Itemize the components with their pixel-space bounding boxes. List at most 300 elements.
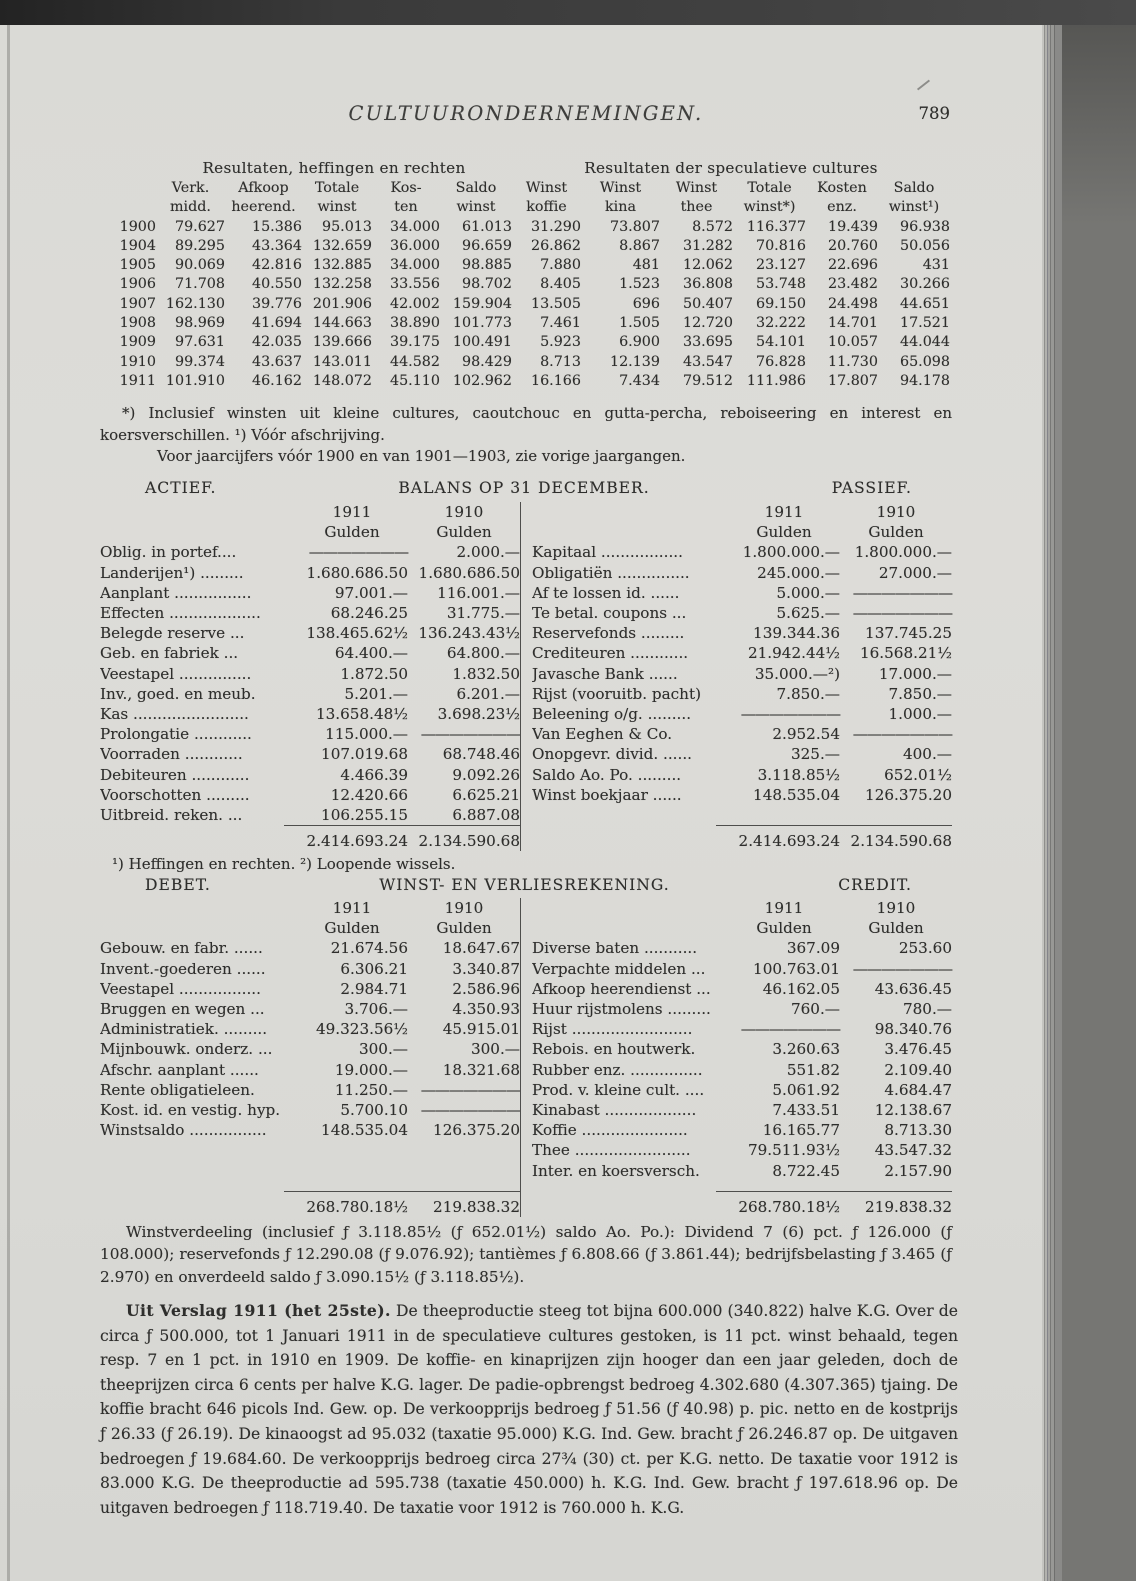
ledger-value: 367.09 [786, 939, 840, 958]
ledger-row [100, 959, 520, 979]
ledger-row [100, 684, 520, 704]
cell: 1907 [119, 295, 156, 312]
ledger-value: 79.511.93½ [747, 1141, 840, 1160]
cell: 31.282 [682, 237, 733, 254]
cell: 12.062 [682, 257, 733, 274]
ledger-label: Javasche Bank ...... [532, 664, 678, 683]
book-page-stack-edge [1042, 25, 1062, 1581]
cell: 34.000 [389, 257, 440, 274]
value-cell: 268.780.18½ [738, 1197, 840, 1216]
cell: 44.651 [899, 295, 950, 312]
cell: 96.938 [899, 218, 950, 235]
cell: 98.429 [461, 353, 512, 370]
ledger-value: 652.01½ [884, 765, 952, 784]
ledger-value: 2.157.90 [884, 1161, 952, 1180]
cell: 98.702 [461, 276, 512, 293]
cell: 20.760 [827, 237, 878, 254]
pnl-heading-row [100, 876, 952, 894]
cell: 43.637 [251, 353, 302, 370]
value-cell: Gulden [324, 523, 380, 542]
ledger-label: Rijst ......................... [532, 1020, 693, 1039]
ledger-value: 760.— [790, 1000, 840, 1019]
value-cell: 219.838.32 [433, 1197, 520, 1216]
credit-rows [532, 938, 952, 1180]
spacer [100, 918, 296, 938]
ledger-label: Aanplant ................ [100, 583, 252, 602]
results-footnote-b: Voor jaarcijfers vóór 1900 en van 1901—1903, zie vorige jaargangen. [157, 447, 686, 465]
value-cell: Gulden [436, 919, 492, 938]
ledger-row [532, 623, 952, 643]
ledger-value: ——————— [420, 1080, 520, 1099]
ledger-row [532, 1161, 952, 1181]
header-cell: Totale [747, 180, 792, 196]
ledger-value: 106.255.15 [321, 806, 408, 825]
header-cell [100, 179, 156, 198]
spacer [100, 1197, 296, 1217]
results-section [100, 157, 952, 391]
cell: 89.295 [174, 237, 225, 254]
actief-column [100, 502, 520, 851]
ledger-value: 2.984.71 [340, 979, 408, 998]
spacer [532, 898, 728, 918]
ledger-value: 300.— [358, 1040, 408, 1059]
ledger-label: Administratiek. ......... [100, 1020, 268, 1039]
ledger-label: Koffie ...................... [532, 1121, 688, 1140]
ledger-value: 253.60 [898, 939, 952, 958]
cell: 70.816 [755, 237, 806, 254]
value-cell: Gulden [868, 523, 924, 542]
cell: 15.386 [251, 218, 302, 235]
ledger-value: 1.680.686.50 [418, 563, 520, 582]
debet-year-header [100, 898, 520, 918]
ledger-value: 1.800.000.— [742, 543, 840, 562]
ledger-row [532, 664, 952, 684]
results-body [100, 218, 950, 392]
ledger-label: Af te lossen id. ...... [532, 583, 680, 602]
ledger-row [532, 959, 952, 979]
cell: 7.880 [540, 257, 581, 274]
ledger-label: Rijst (vooruitb. pacht) [532, 684, 701, 703]
ledger-row [532, 1140, 952, 1160]
cell: 132.659 [312, 237, 372, 254]
ledger-value: 551.82 [786, 1060, 840, 1079]
cell: 7.434 [619, 372, 660, 389]
ledger-value: 12.138.67 [874, 1101, 952, 1120]
cell: 159.904 [452, 295, 512, 312]
cell: 696 [632, 295, 660, 312]
ledger-row [532, 1019, 952, 1039]
cell: 144.663 [312, 315, 372, 332]
actief-heading: ACTIEF. [145, 479, 217, 497]
ledger-value: 6.887.08 [452, 806, 520, 825]
header-cell: Verk. [171, 180, 210, 196]
ledger-label: Reservefonds ......... [532, 624, 685, 643]
cell: 69.150 [755, 295, 806, 312]
actief-currency-header [100, 522, 520, 542]
cell: 24.498 [827, 295, 878, 312]
cell: 50.056 [899, 237, 950, 254]
cell: 143.011 [312, 353, 372, 370]
cell: 79.627 [174, 218, 225, 235]
ledger-row [100, 999, 520, 1019]
header-cell: midd. [170, 199, 211, 216]
ledger-label: Verpachte middelen ... [532, 959, 706, 978]
ledger-value: ——————— [740, 705, 840, 724]
cell: 43.547 [682, 353, 733, 370]
ledger-value: 136.243.43½ [418, 624, 520, 643]
header-cell: Kos- [390, 180, 422, 196]
ledger-label: Beleening o/g. ......... [532, 705, 692, 724]
cell: 102.962 [452, 372, 512, 389]
value-cell: 268.780.18½ [306, 1197, 408, 1216]
ledger-value: 6.625.21 [452, 785, 520, 804]
actief-total-block [100, 825, 520, 851]
cell: 33.695 [682, 334, 733, 351]
cell: 1.505 [619, 315, 660, 332]
value-cell: Gulden [868, 919, 924, 938]
ledger-value: 68.246.25 [330, 604, 408, 623]
value-cell: Gulden [436, 523, 492, 542]
scan-left-edge-line [7, 25, 10, 1581]
balance-heading-row [100, 479, 952, 497]
ledger-value: 43.547.32 [874, 1141, 952, 1160]
cell: 98.969 [174, 315, 225, 332]
ledger-value: 18.321.68 [442, 1060, 520, 1079]
ledger-row [100, 664, 520, 684]
ledger-label: Uitbreid. reken. ... [100, 806, 243, 825]
cell: 12.720 [682, 315, 733, 332]
ledger-row [100, 1080, 520, 1100]
cell: 73.807 [609, 218, 660, 235]
passief-heading: PASSIEF. [831, 479, 912, 497]
cell: 79.512 [682, 372, 733, 389]
ledger-label: Obligatiën ............... [532, 563, 690, 582]
ledger-value: 35.000.—²) [754, 664, 840, 683]
value-cell: 1910 [444, 503, 484, 521]
ledger-value: 5.625.— [776, 604, 840, 623]
ledger-value: 17.000.— [878, 664, 952, 683]
cell: 132.885 [312, 257, 372, 274]
ledger-value: 3.118.85½ [757, 765, 840, 784]
cell: 99.374 [174, 353, 225, 370]
cell: 431 [922, 257, 950, 274]
header-cell: ten [394, 199, 418, 216]
debet-column [100, 898, 520, 1217]
ledger-value: 3.260.63 [772, 1040, 840, 1059]
value-cell: 2.414.693.24 [306, 832, 408, 851]
ledger-label: Voorraden ............ [100, 745, 243, 764]
ledger-row [100, 724, 520, 744]
balance-title: BALANS OP 31 DECEMBER. [398, 479, 650, 497]
ledger-value: 8.722.45 [772, 1161, 840, 1180]
ledger-row [532, 583, 952, 603]
ledger-value: 64.800.— [446, 644, 520, 663]
cell: 32.222 [755, 315, 806, 332]
header-cell: Totale [314, 180, 360, 196]
ledger-value: 3.706.— [344, 1000, 408, 1019]
value-cell: 1910 [876, 503, 916, 521]
ledger-value: 6.306.21 [340, 959, 408, 978]
cell: 53.748 [755, 276, 806, 293]
ledger-row [532, 704, 952, 724]
ledger-label: Landerijen¹) ......... [100, 563, 244, 582]
passief-currency-header [532, 522, 952, 542]
ledger-row [532, 1060, 952, 1080]
results-row [100, 295, 950, 314]
cell: 8.572 [692, 218, 733, 235]
ledger-label: Gebouw. en fabr. ...... [100, 939, 263, 958]
cell: 50.407 [682, 295, 733, 312]
header-cell: heerend. [231, 199, 296, 216]
ledger-value: 126.375.20 [865, 785, 952, 804]
cell: 39.175 [389, 334, 440, 351]
debet-heading: DEBET. [145, 876, 211, 894]
cell: 148.072 [312, 372, 372, 389]
ledger-row [532, 1120, 952, 1140]
cell: 94.178 [899, 372, 950, 389]
ledger-value: 6.201.— [456, 684, 520, 703]
spacer [100, 522, 296, 542]
verslag-body: De theeproductie steeg tot bijna 600.000 (340.822) halve K.G. Over de circa ƒ 500.000, tot 1 Januari 1911 in de speculatieve cultures gestoken, is 11 pct. winst behaald, tegen resp. 7 en 1 pct. in 1910 en 1909. De koffie- en kinaprijzen zijn hooger dan een jaar geleden, doch de theeprijzen circa 6 cents per halve K.G. lager. De padie-opbrengst bedroeg 4.302.680 (4.307.365) tjaing. De koffie bracht 646 picols Ind. Gew. op. De verkoopprijs bedroeg ƒ 51.56 (ƒ 40.98) p. pic. netto en de kostprijs ƒ 26.33 (ƒ 26.19). De kinaoogst ad 95.032 (taxatie 95.000) K.G. Ind. Gew. bracht ƒ 26.246.87 op. De uitgaven bedroegen ƒ 19.684.60. De verkoopprijs bedroeg circa 27¾ (30) ct. per K.G. netto. De taxatie voor 1912 is 83.000 K.G. De theeproductie ad 595.738 (taxatie 450.000) h. K.G. Ind. Gew. bracht ƒ 197.618.96 op. De uitgaven bedroegen ƒ 118.719.40. De taxatie voor 1912 is 760.000 h. K.G. [100, 1302, 958, 1517]
credit-heading: CREDIT. [838, 876, 912, 894]
value-cell: Gulden [324, 919, 380, 938]
cell: 7.461 [540, 315, 581, 332]
page-header [100, 102, 952, 130]
ledger-value: 4.466.39 [340, 765, 408, 784]
results-row [100, 275, 950, 294]
cell: 139.666 [312, 334, 372, 351]
cell: 42.035 [251, 334, 302, 351]
ledger-label: Invent.-goederen ...... [100, 959, 266, 978]
ledger-value: 1.872.50 [340, 664, 408, 683]
cell: 38.890 [389, 315, 440, 332]
ledger-value: 46.162.05 [762, 979, 840, 998]
ledger-value: 3.698.23½ [437, 705, 520, 724]
spacer-cell [100, 157, 156, 179]
ledger-row [532, 542, 952, 562]
header-cell: winst [456, 199, 496, 216]
ledger-label: Mijnbouwk. onderz. ... [100, 1040, 273, 1059]
debet-rows [100, 938, 520, 1140]
ledger-value: 64.400.— [334, 644, 408, 663]
ledger-row [532, 999, 952, 1019]
cell: 40.550 [251, 276, 302, 293]
ledger-row [532, 724, 952, 744]
ledger-row [100, 643, 520, 663]
cell: 61.013 [461, 218, 512, 235]
header-cell: kina [605, 199, 636, 216]
ledger-row [100, 1120, 520, 1140]
cell: 1911 [119, 372, 156, 389]
ledger-value: ——————— [308, 543, 408, 562]
value-cell: 1911 [332, 503, 372, 521]
credit-total [532, 1197, 952, 1217]
ledger-label: Oblig. in portef.... [100, 543, 237, 562]
ledger-value: ——————— [852, 604, 952, 623]
cell: 101.773 [452, 315, 512, 332]
value-cell: 1911 [764, 503, 804, 521]
results-row [100, 237, 950, 256]
ledger-row [100, 1100, 520, 1120]
cell: 101.910 [165, 372, 225, 389]
ledger-value: 3.340.87 [452, 959, 520, 978]
ledger-row [100, 765, 520, 785]
actief-year-header [100, 502, 520, 522]
ledger-value: 300.— [470, 1040, 520, 1059]
ledger-value: 2.586.96 [452, 979, 520, 998]
cell: 1904 [119, 237, 156, 254]
ledger-label: Voorschotten ......... [100, 785, 250, 804]
spacer [532, 522, 728, 542]
cell: 45.110 [389, 372, 440, 389]
results-group-header [100, 157, 950, 179]
value-cell: 1910 [876, 899, 916, 917]
ledger-label: Te betal. coupons ... [532, 604, 687, 623]
ledger-value: 1.800.000.— [854, 543, 952, 562]
ledger-value: 43.636.45 [874, 979, 952, 998]
cell: 16.166 [530, 372, 581, 389]
ledger-label: Afschr. aanplant ...... [100, 1060, 259, 1079]
ledger-value: 3.476.45 [884, 1040, 952, 1059]
ledger-label: Effecten ................... [100, 604, 261, 623]
ledger-value: 9.092.26 [452, 765, 520, 784]
ledger-value: 139.344.36 [753, 624, 840, 643]
ledger-row [100, 744, 520, 764]
ledger-value: 7.850.— [888, 684, 952, 703]
ledger-value: 97.001.— [334, 583, 408, 602]
page-number: 789 [918, 104, 950, 123]
header-cell: winst*) [743, 199, 796, 216]
ledger-row [532, 979, 952, 999]
group-header-left: Resultaten, heffingen en rechten [202, 159, 466, 177]
ledger-value: 5.061.92 [772, 1080, 840, 1099]
ledger-value: 49.323.56½ [315, 1020, 408, 1039]
passief-rows [532, 542, 952, 805]
ledger-value: 45.915.01 [442, 1020, 520, 1039]
ledger-label: Rebois. en houtwerk. [532, 1040, 696, 1059]
ledger-value: ——————— [852, 725, 952, 744]
passief-total [532, 831, 952, 851]
cell: 1908 [119, 315, 156, 332]
header-cell: thee [680, 199, 713, 216]
ledger-value: 1.000.— [888, 705, 952, 724]
ledger-label: Onopgevr. divid. ...... [532, 745, 692, 764]
ledger-value: 5.000.— [776, 583, 840, 602]
ledger-row [532, 643, 952, 663]
header-cell: Winst [675, 180, 718, 196]
ledger-value: 18.647.67 [442, 939, 520, 958]
cell: 6.900 [619, 334, 660, 351]
ledger-label: Veestapel ................. [100, 979, 261, 998]
cell: 132.258 [312, 276, 372, 293]
results-row [100, 314, 950, 333]
credit-currency-header [532, 918, 952, 938]
ledger-value: 4.684.47 [884, 1080, 952, 1099]
cell: 54.101 [755, 334, 806, 351]
value-cell: 219.838.32 [865, 1197, 952, 1216]
credit-total-block [532, 1191, 952, 1217]
ledger-value: 31.775.— [446, 604, 520, 623]
actief-total [100, 831, 520, 851]
cell: 42.002 [389, 295, 440, 312]
cell: 17.807 [827, 372, 878, 389]
spacer [100, 831, 296, 851]
ledger-row [100, 563, 520, 583]
pnl-ledger [100, 898, 952, 1217]
ledger-row [100, 1019, 520, 1039]
debet-currency-header [100, 918, 520, 938]
results-row [100, 218, 950, 237]
ledger-label: Huur rijstmolens ......... [532, 1000, 711, 1019]
cell: 36.808 [682, 276, 733, 293]
value-cell: 2.134.590.68 [850, 832, 952, 851]
ledger-value: 21.674.56 [330, 939, 408, 958]
ledger-value: 16.165.77 [762, 1121, 840, 1140]
cell: 8.713 [540, 353, 581, 370]
results-row [100, 372, 950, 391]
results-row [100, 256, 950, 275]
verslag-lead: Uit Verslag 1911 (het 25ste). [126, 1301, 391, 1320]
value-cell: 1911 [332, 899, 372, 917]
balance-ledger [100, 502, 952, 850]
actief-rows [100, 542, 520, 825]
group-header-right: Resultaten der speculatieve cultures [584, 159, 878, 177]
ledger-label: Belegde reserve ... [100, 624, 245, 643]
results-footnote-a: *) Inclusief winsten uit kleine cultures, caoutchouc en gutta-percha, reboiseering en interest en koersverschillen. ¹) Vóór afschrijving. [100, 404, 952, 444]
cell: 111.986 [746, 372, 806, 389]
cell: 96.659 [461, 237, 512, 254]
ledger-value: 4.350.93 [452, 1000, 520, 1019]
header-cell: koffie [526, 199, 567, 216]
header-cell: Afkoop [238, 180, 289, 196]
ledger-row [532, 1039, 952, 1059]
header-cell: Winst [599, 180, 642, 196]
ledger-value: 11.250.— [334, 1080, 408, 1099]
ledger-value: 100.763.01 [753, 959, 840, 978]
ledger-value: 148.535.04 [321, 1121, 408, 1140]
results-row [100, 333, 950, 352]
cell: 41.694 [251, 315, 302, 332]
header-cell: winst¹) [888, 199, 940, 216]
ledger-label: Van Eeghen & Co. [532, 725, 673, 744]
cell: 10.057 [827, 334, 878, 351]
cell: 8.867 [619, 237, 660, 254]
ledger-row [100, 583, 520, 603]
ledger-label: Kas ........................ [100, 705, 249, 724]
results-row [100, 353, 950, 372]
ledger-row [100, 603, 520, 623]
value-cell: 1910 [444, 899, 484, 917]
ledger-value: 19.000.— [334, 1060, 408, 1079]
cell: 46.162 [251, 372, 302, 389]
results-table [100, 157, 950, 391]
ledger-value: 8.713.30 [884, 1121, 952, 1140]
header-cell: Kosten [817, 180, 867, 196]
value-cell: 2.134.590.68 [418, 832, 520, 851]
spacer [100, 502, 296, 522]
ledger-row [532, 684, 952, 704]
ledger-row [532, 603, 952, 623]
ledger-row [100, 979, 520, 999]
ledger-row [532, 938, 952, 958]
cell: 31.290 [530, 218, 581, 235]
value-cell: 2.414.693.24 [738, 832, 840, 851]
cell: 39.776 [251, 295, 302, 312]
ledger-label: Crediteuren ............ [532, 644, 689, 663]
ledger-row [532, 765, 952, 785]
verslag-paragraph [100, 1299, 958, 1520]
cell: 14.701 [827, 315, 878, 332]
